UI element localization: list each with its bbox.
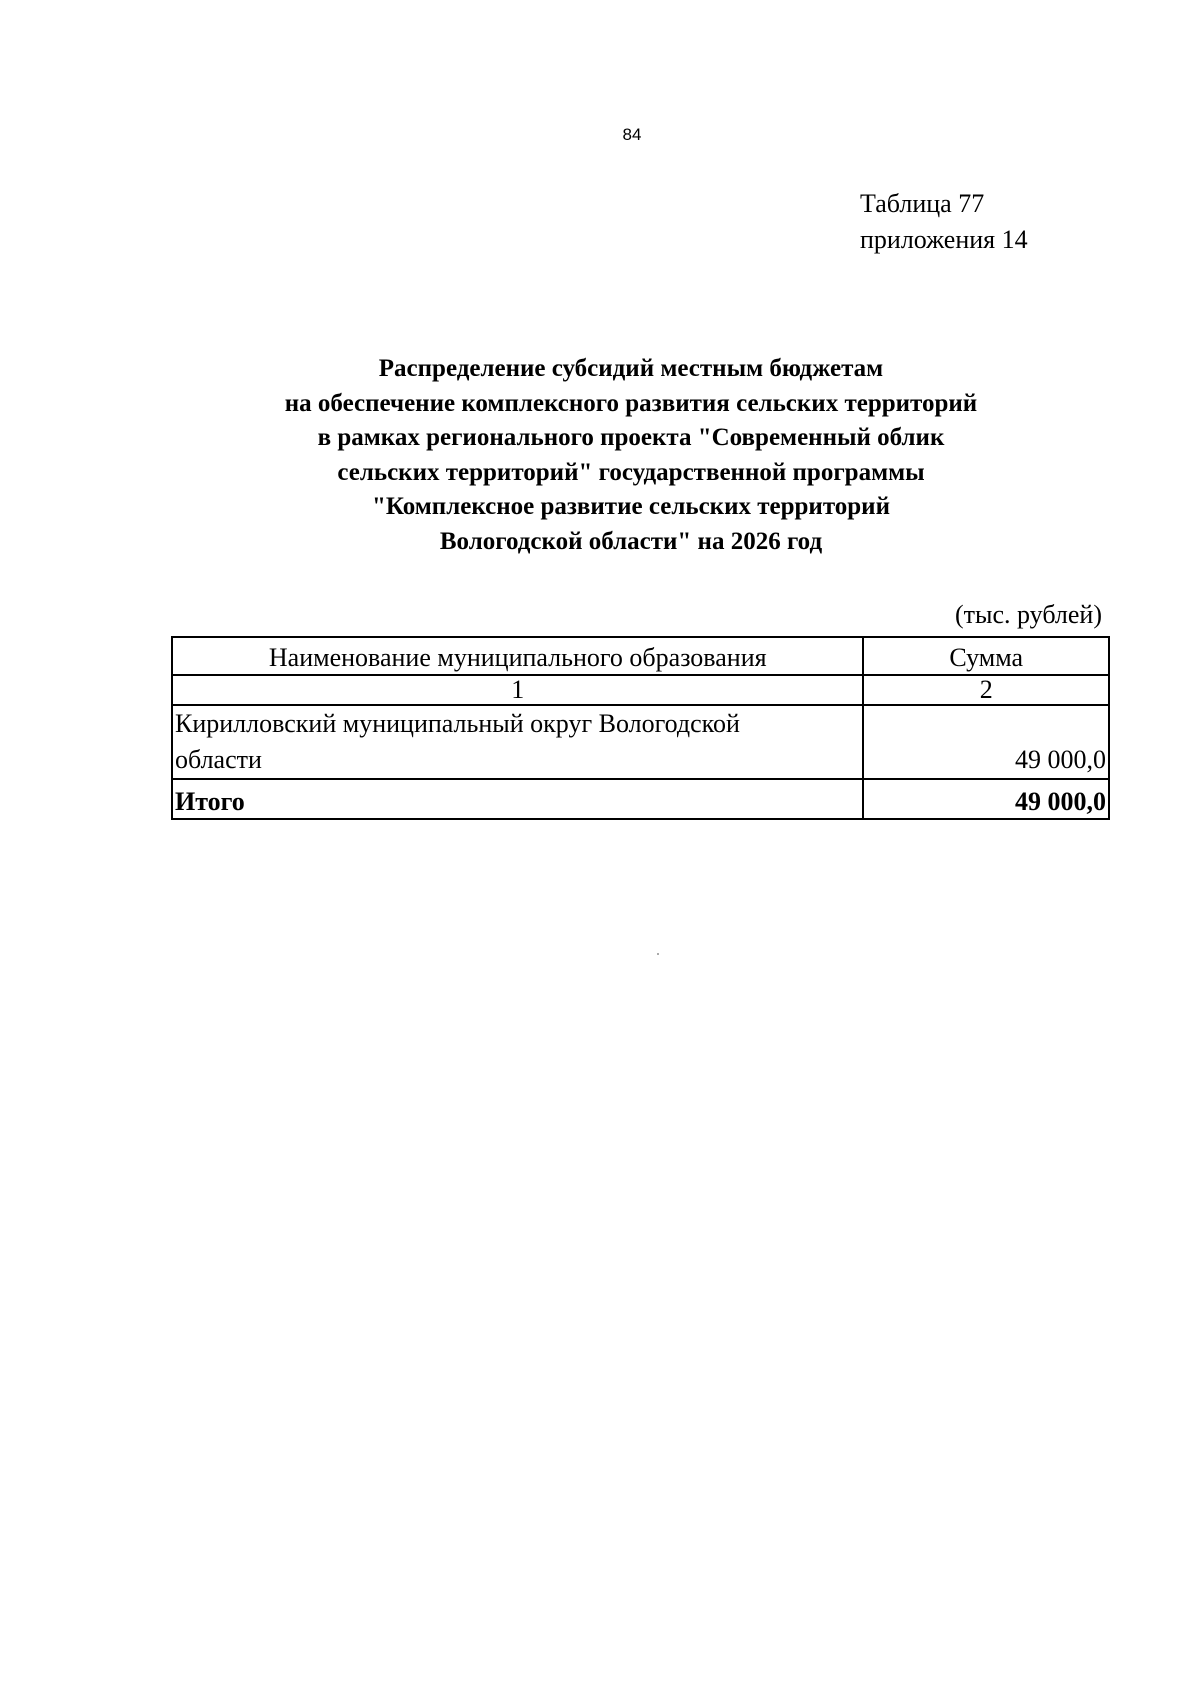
total-row [172, 779, 1109, 819]
title-line-4: сельских территорий" государственной программы [337, 458, 925, 486]
municipality-amount: 49 000,0 [863, 705, 1109, 779]
column-number-row [172, 675, 1109, 705]
title-line-5: "Комплексное развитие сельских территорий [371, 493, 890, 520]
title-line-6: Вологодской области" на 2026 год [439, 527, 823, 555]
table-reference [860, 186, 1028, 258]
municipality-name-line-1: Кирилловский муниципальный округ Вологодской [175, 709, 740, 738]
table-header-row [172, 637, 1109, 675]
total-amount: 49 000,0 [863, 779, 1109, 819]
municipality-name-line-2: области [175, 745, 262, 774]
subsidy-table [171, 636, 1110, 820]
column-number-1: 1 [172, 675, 863, 705]
title-line-2: на обеспечение комплексного развития сельских территорий [284, 389, 978, 417]
municipality-name [172, 705, 863, 779]
document-title [160, 352, 1102, 559]
column-number-2: 2 [863, 675, 1109, 705]
header-amount: Сумма [863, 637, 1109, 675]
header-municipality: Наименование муниципального образования [172, 637, 863, 675]
table-row [172, 705, 1109, 779]
page-number: 84 [622, 125, 642, 144]
units-label: (тыс. рублей) [954, 600, 1102, 629]
title-line-3: в рамках регионального проекта "Современный облик [317, 424, 945, 451]
table-reference-line-2: приложения 14 [860, 225, 1028, 254]
title-line-1: Распределение субсидий местным бюджетам [378, 355, 884, 382]
total-label: Итого [172, 779, 863, 819]
table-reference-line-1: Таблица 77 [860, 189, 985, 218]
scan-speck [657, 953, 659, 955]
